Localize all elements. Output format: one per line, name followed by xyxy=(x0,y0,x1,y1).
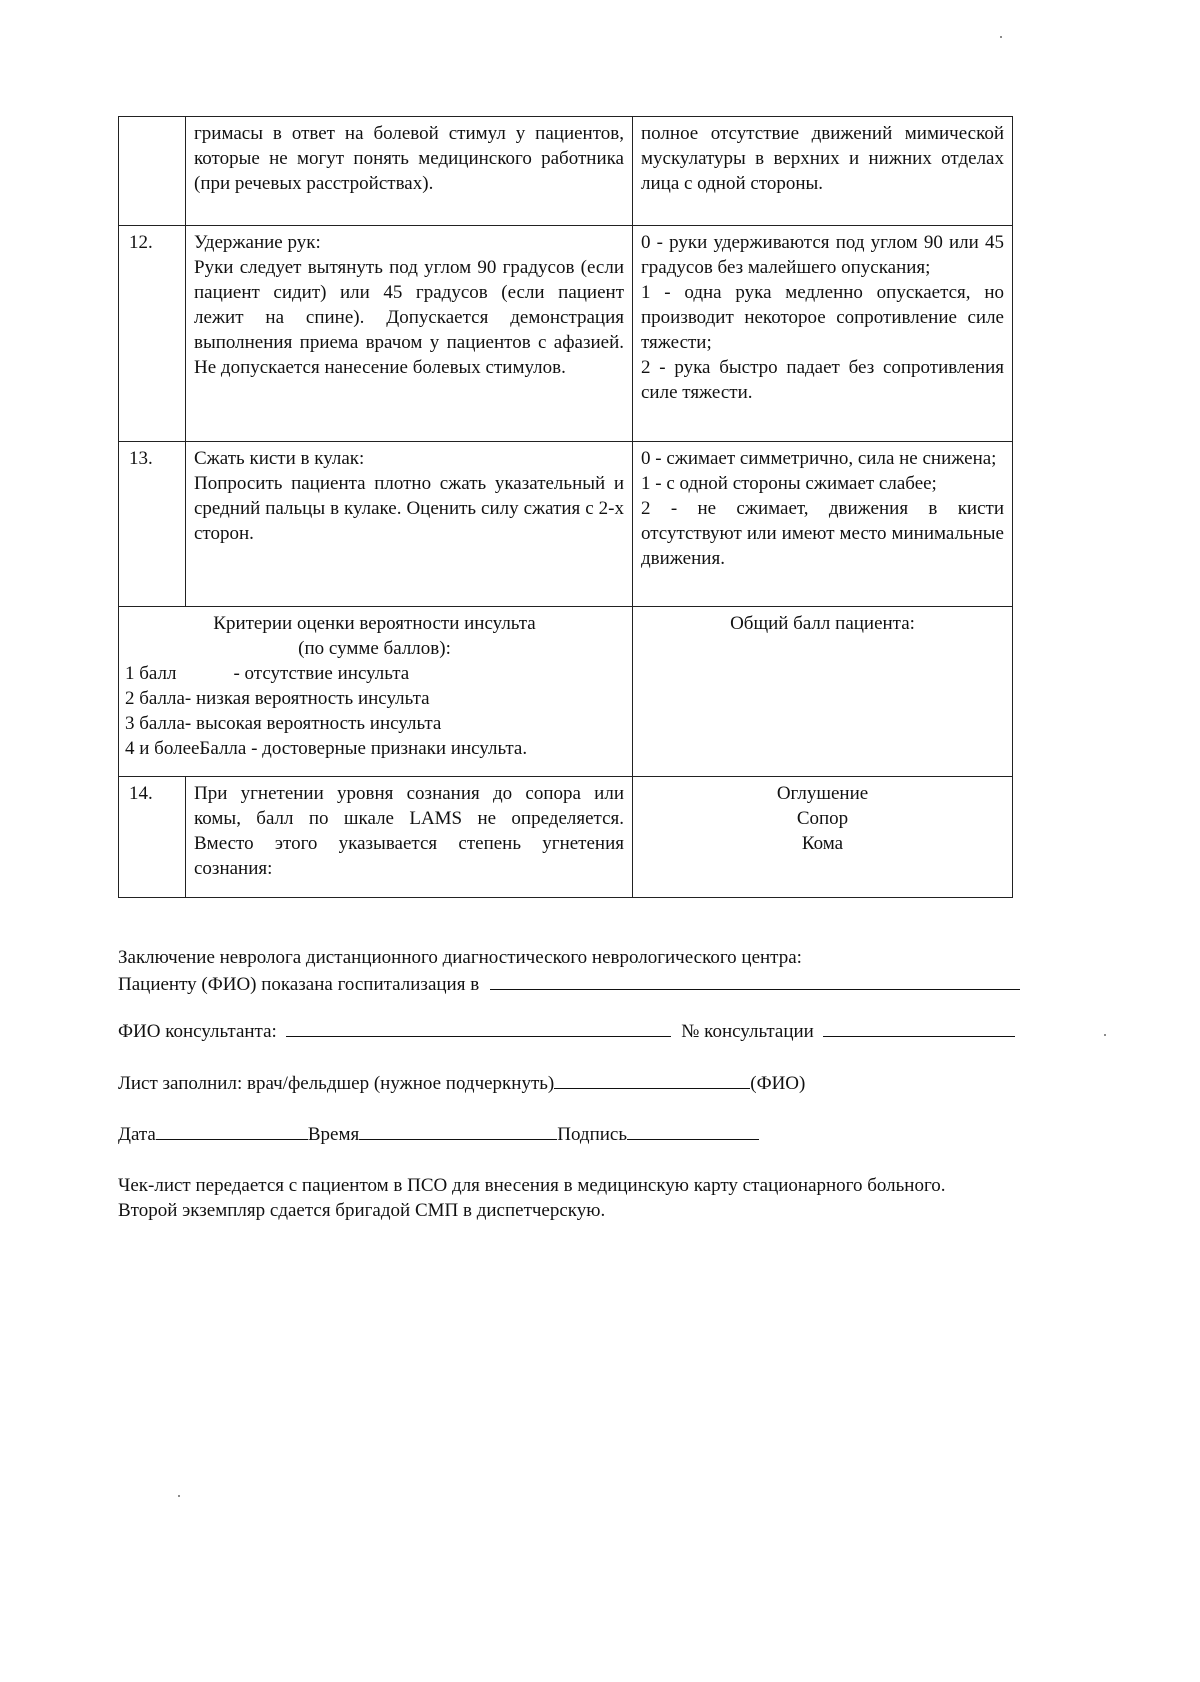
consult-number-label: № консультации xyxy=(681,1021,814,1042)
criteria-line: 4 и болееБалла - достоверные признаки инсульта. xyxy=(125,738,528,759)
note-block xyxy=(118,1173,1118,1223)
consult-number-field[interactable] xyxy=(823,1017,1015,1037)
state-stupor-mild[interactable]: Оглушение xyxy=(776,783,869,804)
row-description-cell xyxy=(186,226,633,442)
signature-label: Подпись xyxy=(557,1124,628,1145)
scan-speck xyxy=(178,1495,180,1497)
filled-by-field[interactable] xyxy=(554,1069,750,1089)
row-score-cell xyxy=(633,117,1013,226)
scan-speck xyxy=(1104,1034,1106,1036)
state-coma[interactable]: Кома xyxy=(801,833,844,854)
score-1: 1 - одна рука медленно опускается, но производит некоторое сопротивление силе тяжести; xyxy=(641,282,1004,353)
criteria-cell xyxy=(119,607,633,777)
row-title: Сжать кисти в кулак: xyxy=(194,448,365,469)
table-row xyxy=(119,117,1013,226)
time-field[interactable] xyxy=(359,1120,557,1140)
row-score-cell xyxy=(633,226,1013,442)
state-sopor[interactable]: Сопор xyxy=(796,808,849,829)
signature-field[interactable] xyxy=(627,1120,759,1140)
row-description: При угнетении уровня сознания до сопора или комы, балл по шкале LAMS не определяется. Вместо этого указывается степень угнетения сознания: xyxy=(194,783,624,879)
conclusion-block xyxy=(118,945,1118,997)
row-number-cell xyxy=(119,117,186,226)
row-number: 14. xyxy=(119,777,186,898)
row-description-cell xyxy=(186,442,633,607)
note-line: Чек-лист передается с пациентом в ПСО для внесения в медицинскую карту стационарного больного. xyxy=(118,1175,946,1196)
table-row xyxy=(119,226,1013,442)
note-line: Второй экземпляр сдается бригадой СМП в диспетчерскую. xyxy=(118,1200,606,1221)
row-number: 13. xyxy=(119,442,186,607)
row-description: Попросить пациента плотно сжать указательный и средний пальцы в кулаке. Оценить силу сжатия с 2-х сторон. xyxy=(194,473,624,544)
table-row xyxy=(119,777,1013,898)
date-time-signature-line xyxy=(118,1120,1118,1147)
total-score-label: Общий балл пациента: xyxy=(730,613,915,634)
score-2: 2 - рука быстро падает без сопротивления силе тяжести. xyxy=(641,357,1004,403)
filled-by-label: Лист заполнил: врач/фельдшер (нужное подчеркнуть) xyxy=(118,1073,555,1094)
row-description: гримасы в ответ на болевой стимул у пациентов, которые не могут понять медицинского работника (при речевых расстройствах). xyxy=(194,123,624,194)
consultant-line xyxy=(118,1017,1118,1044)
criteria-title: Критерии оценки вероятности инсульта xyxy=(213,613,536,634)
filled-by-line xyxy=(118,1069,1118,1096)
row-description-cell xyxy=(186,777,633,898)
row-title: Удержание рук: xyxy=(194,232,321,253)
row-description: Руки следует вытянуть под углом 90 градусов (если пациент сидит) или 45 градусов (если пациент лежит на спине). Допускается демонстрация выполнения приема врачом у пациентов с афазией. Не допускается нанесение болевых стимулов. xyxy=(194,257,624,378)
date-label: Дата xyxy=(118,1124,156,1145)
criteria-line: 2 балла- низкая вероятность инсульта xyxy=(125,688,430,709)
criteria-subtitle: (по сумме баллов): xyxy=(298,638,451,659)
conclusion-text: Заключение невролога дистанционного диагностического неврологического центра: xyxy=(118,947,802,968)
score-2: 2 - не сжимает, движения в кисти отсутствуют или имеют место минимальные движения. xyxy=(641,498,1004,569)
scan-speck xyxy=(1000,36,1002,38)
hospital-label: Пациенту (ФИО) показана госпитализация в xyxy=(118,974,480,995)
row-number: 12. xyxy=(119,226,186,442)
consultant-name-field[interactable] xyxy=(286,1017,671,1037)
time-label: Время xyxy=(307,1124,360,1145)
criteria-line: 1 балл - отсутствие инсульта xyxy=(125,663,410,684)
consciousness-states-cell xyxy=(633,777,1013,898)
score-0: 0 - сжимает симметрично, сила не снижена; xyxy=(641,448,997,469)
criteria-row xyxy=(119,607,1013,777)
date-field[interactable] xyxy=(156,1120,308,1140)
hospital-field[interactable] xyxy=(490,970,1020,990)
consultant-label: ФИО консультанта: xyxy=(118,1021,277,1042)
table-row xyxy=(119,442,1013,607)
score-0: 0 - руки удерживаются под углом 90 или 45 градусов без малейшего опускания; xyxy=(641,232,1004,278)
total-score-cell[interactable] xyxy=(633,607,1013,777)
criteria-line: 3 балла- высокая вероятность инсульта xyxy=(125,713,442,734)
row-score: полное отсутствие движений мимической мускулатуры в верхних и нижних отделах лица с одной стороны. xyxy=(641,123,1004,194)
score-1: 1 - с одной стороны сжимает слабее; xyxy=(641,473,937,494)
row-score-cell xyxy=(633,442,1013,607)
fio-suffix: (ФИО) xyxy=(750,1073,806,1094)
checklist-table xyxy=(118,116,1013,898)
row-description-cell xyxy=(186,117,633,226)
